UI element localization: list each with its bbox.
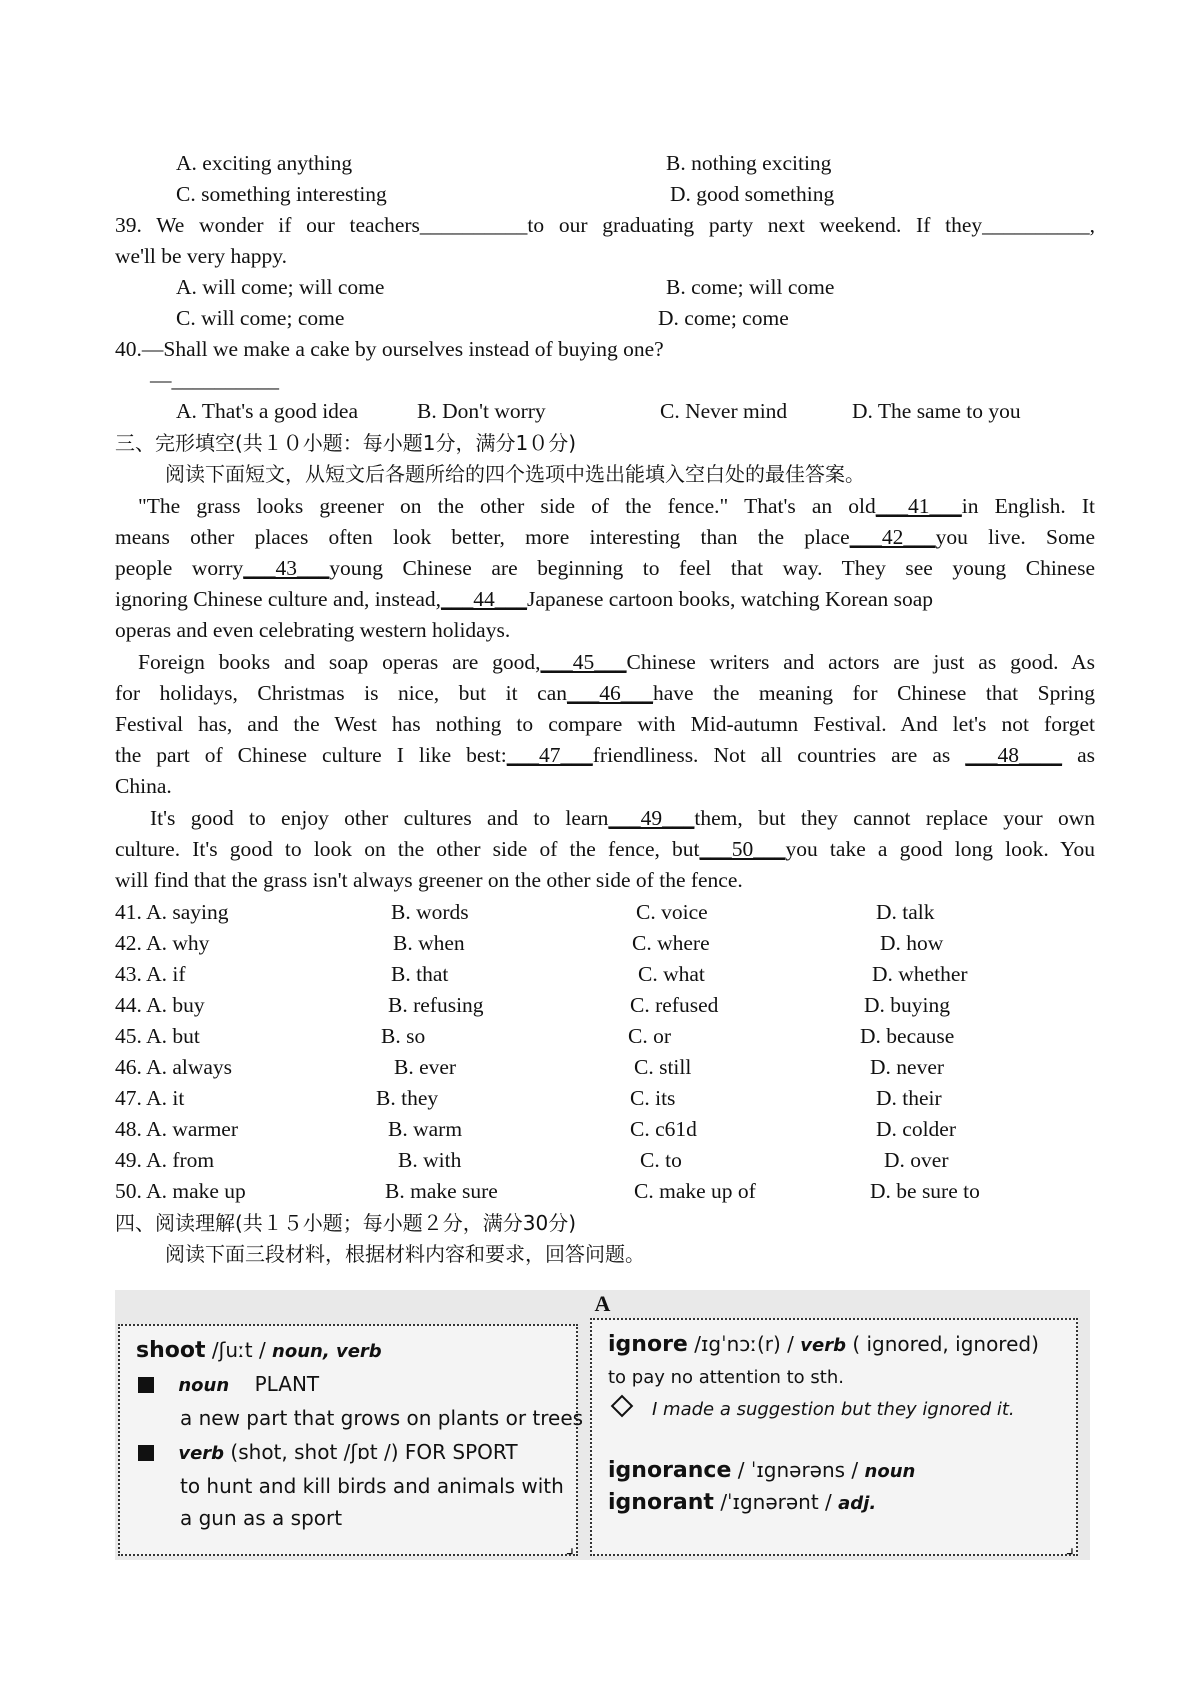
section4-instruction: 阅读下面三段材料，根据材料内容和要求，回答问题。 bbox=[165, 1242, 645, 1266]
q40-answer-blank: —__________ bbox=[150, 368, 279, 392]
sense-2-definition-cont: a gun as a sport bbox=[180, 1506, 343, 1530]
cloze-p2-line3: Festival has, and the West has nothing to compare with Mid-autumn Festival. And let's not forget bbox=[115, 712, 1095, 736]
blank-45: ___45___ bbox=[540, 650, 627, 674]
option-a[interactable]: 43. A. if bbox=[115, 962, 186, 986]
q40-option-b[interactable]: B. Don't worry bbox=[417, 399, 546, 423]
q40-option-a[interactable]: A. That's a good idea bbox=[176, 399, 359, 423]
definition: to pay no attention to sth. bbox=[608, 1367, 844, 1388]
part-of-speech: verb bbox=[800, 1335, 846, 1356]
q38-option-b[interactable]: B. nothing exciting bbox=[666, 151, 832, 175]
option-c[interactable]: C. where bbox=[632, 931, 710, 955]
option-d[interactable]: D. whether bbox=[872, 962, 968, 986]
option-c[interactable]: C. its bbox=[630, 1086, 676, 1110]
page-curl-icon: ⌟ bbox=[565, 1537, 574, 1558]
ipa: /ʃuːt / bbox=[211, 1338, 266, 1362]
option-d[interactable]: D. over bbox=[884, 1148, 949, 1172]
cloze-p2-line4: the part of Chinese culture I like best:___47___friendliness. Not all countries are as ___48____ as bbox=[115, 743, 1095, 767]
option-c[interactable]: C. c61d bbox=[630, 1117, 697, 1141]
dictionary-card-ignore bbox=[590, 1318, 1078, 1556]
q39-option-d[interactable]: D. come; come bbox=[658, 306, 789, 330]
derivative-2: ignorant /ˈɪgnərənt / adj. bbox=[608, 1490, 877, 1515]
option-d[interactable]: D. buying bbox=[864, 993, 950, 1017]
cloze-p3-line3: will find that the grass isn't always greener on the other side of the fence. bbox=[115, 868, 743, 892]
option-b[interactable]: B. ever bbox=[394, 1055, 457, 1079]
option-b[interactable]: B. make sure bbox=[385, 1179, 498, 1203]
option-a[interactable]: 48. A. warmer bbox=[115, 1117, 238, 1141]
headword: shoot bbox=[136, 1338, 206, 1363]
ipa: /ɪgˈnɔː(r) / bbox=[694, 1332, 794, 1356]
option-c[interactable]: C. or bbox=[628, 1024, 671, 1048]
section4-heading: 四、阅读理解(共１５小题；每小题２分，满分30分) bbox=[115, 1211, 577, 1235]
option-b[interactable]: B. words bbox=[391, 900, 469, 924]
option-b[interactable]: B. that bbox=[391, 962, 449, 986]
q40-option-c[interactable]: C. Never mind bbox=[660, 399, 788, 423]
blank-46: ___46___ bbox=[567, 681, 653, 705]
cloze-p1-line1: "The grass looks greener on the other side of the fence." That's an old___41___in English. It bbox=[138, 494, 1095, 518]
part-of-speech: noun, verb bbox=[272, 1341, 382, 1362]
option-a[interactable]: 47. A. it bbox=[115, 1086, 185, 1110]
blank-47: ___47___ bbox=[506, 743, 593, 767]
blank-48: ___48____ bbox=[965, 743, 1063, 767]
option-d[interactable]: D. be sure to bbox=[870, 1179, 980, 1203]
bullet-square-icon bbox=[138, 1445, 154, 1461]
option-d[interactable]: D. colder bbox=[876, 1117, 956, 1141]
verb-forms: ( ignored, ignored) bbox=[852, 1332, 1039, 1356]
q40-option-d[interactable]: D. The same to you bbox=[852, 399, 1021, 423]
sense-2-definition: to hunt and kill birds and animals with bbox=[180, 1474, 564, 1498]
blank-41: ___41___ bbox=[875, 494, 962, 518]
entry-headline bbox=[136, 1336, 382, 1366]
option-a[interactable]: 45. A. but bbox=[115, 1024, 200, 1048]
option-a[interactable]: 46. A. always bbox=[115, 1055, 233, 1079]
passage-label: A bbox=[594, 1291, 611, 1316]
q38-option-c[interactable]: C. something interesting bbox=[176, 182, 387, 206]
cloze-p1-line4: ignoring Chinese culture and, instead,___44___Japanese cartoon books, watching Korean soap bbox=[115, 587, 933, 611]
option-c[interactable]: C. to bbox=[640, 1148, 682, 1172]
option-c[interactable]: C. make up of bbox=[634, 1179, 756, 1203]
blank-42: ___42___ bbox=[849, 525, 936, 549]
section3-instruction: 阅读下面短文，从短文后各题所给的四个选项中选出能填入空白处的最佳答案。 bbox=[165, 462, 865, 486]
option-a[interactable]: 42. A. why bbox=[115, 931, 210, 955]
option-d[interactable]: D. talk bbox=[876, 900, 935, 924]
option-b[interactable]: B. refusing bbox=[388, 993, 484, 1017]
example-diamond-icon bbox=[611, 1395, 634, 1418]
option-a[interactable]: 49. A. from bbox=[115, 1148, 215, 1172]
option-c[interactable]: C. voice bbox=[636, 900, 708, 924]
q39-option-b[interactable]: B. come; will come bbox=[666, 275, 835, 299]
option-b[interactable]: B. warm bbox=[388, 1117, 463, 1141]
option-d[interactable]: D. because bbox=[860, 1024, 955, 1048]
option-d[interactable]: D. never bbox=[870, 1055, 945, 1079]
cloze-p3-line1: It's good to enjoy other cultures and to learn___49___them, but they cannot replace your own bbox=[150, 806, 1095, 830]
q38-option-d[interactable]: D. good something bbox=[670, 182, 835, 206]
dictionary-card-shoot bbox=[118, 1324, 584, 1558]
cloze-p1-line5: operas and even celebrating western holidays. bbox=[115, 618, 511, 642]
sense-2: verb (shot, shot /ʃɒt /) FOR SPORT bbox=[138, 1438, 518, 1468]
q39-option-c[interactable]: C. will come; come bbox=[176, 306, 345, 330]
option-c[interactable]: C. still bbox=[634, 1055, 692, 1079]
cloze-p2-line5: China. bbox=[115, 774, 172, 798]
option-a[interactable]: 50. A. make up bbox=[115, 1179, 246, 1203]
option-a[interactable]: 41. A. saying bbox=[115, 900, 229, 924]
option-c[interactable]: C. what bbox=[638, 962, 705, 986]
cloze-p2-line1: Foreign books and soap operas are good,___45___Chinese writers and actors are just as good. As bbox=[138, 650, 1095, 674]
q38-option-a[interactable]: A. exciting anything bbox=[176, 151, 353, 175]
dictionary-figure bbox=[115, 1290, 1090, 1560]
blank-49: ___49___ bbox=[608, 806, 695, 830]
option-b[interactable]: B. so bbox=[381, 1024, 426, 1048]
option-b[interactable]: B. with bbox=[398, 1148, 462, 1172]
option-c[interactable]: C. refused bbox=[630, 993, 719, 1017]
entry-headline bbox=[608, 1330, 1039, 1360]
cloze-p1-line3: people worry___43___young Chinese are beginning to feel that way. They see young Chinese bbox=[115, 556, 1095, 580]
sense-1-definition: a new part that grows on plants or trees bbox=[180, 1406, 584, 1430]
option-d[interactable]: D. their bbox=[876, 1086, 942, 1110]
cloze-p3-line2: culture. It's good to look on the other side of the fence, but___50___you take a good long look. You bbox=[115, 837, 1096, 861]
headword: ignore bbox=[608, 1332, 688, 1357]
q39-stem-cont: we'll be very happy. bbox=[115, 244, 288, 268]
derivative-1: ignorance / ˈɪgnərəns / noun bbox=[608, 1458, 916, 1483]
option-a[interactable]: 44. A. buy bbox=[115, 993, 205, 1017]
q39-option-a[interactable]: A. will come; will come bbox=[176, 275, 385, 299]
blank-43: ___43___ bbox=[243, 556, 330, 580]
sense-1: noun PLANT bbox=[138, 1370, 319, 1400]
cloze-p2-line2: for holidays, Christmas is nice, but it can___46___have the meaning for Chinese that Spring bbox=[115, 681, 1095, 705]
blank-44: ___44___ bbox=[441, 587, 528, 611]
section3-heading: 三、完形填空(共１０小题：每小题1分，满分1０分) bbox=[115, 431, 577, 455]
example: I made a suggestion but they ignored it. bbox=[610, 1396, 1015, 1424]
q40-stem: 40.—Shall we make a cake by ourselves instead of buying one? bbox=[115, 337, 664, 361]
option-b[interactable]: B. they bbox=[376, 1086, 439, 1110]
option-b[interactable]: B. when bbox=[393, 931, 465, 955]
cloze-p1-line2: means other places often look better, more interesting than the place___42___you live. Some bbox=[115, 525, 1095, 549]
page-curl-icon: ⌟ bbox=[1065, 1537, 1074, 1558]
option-d[interactable]: D. how bbox=[880, 931, 944, 955]
q39-stem: 39. We wonder if our teachers__________to our graduating party next weekend. If they__________, bbox=[115, 213, 1095, 237]
bullet-square-icon bbox=[138, 1377, 154, 1393]
blank-50: ___50___ bbox=[699, 837, 786, 861]
